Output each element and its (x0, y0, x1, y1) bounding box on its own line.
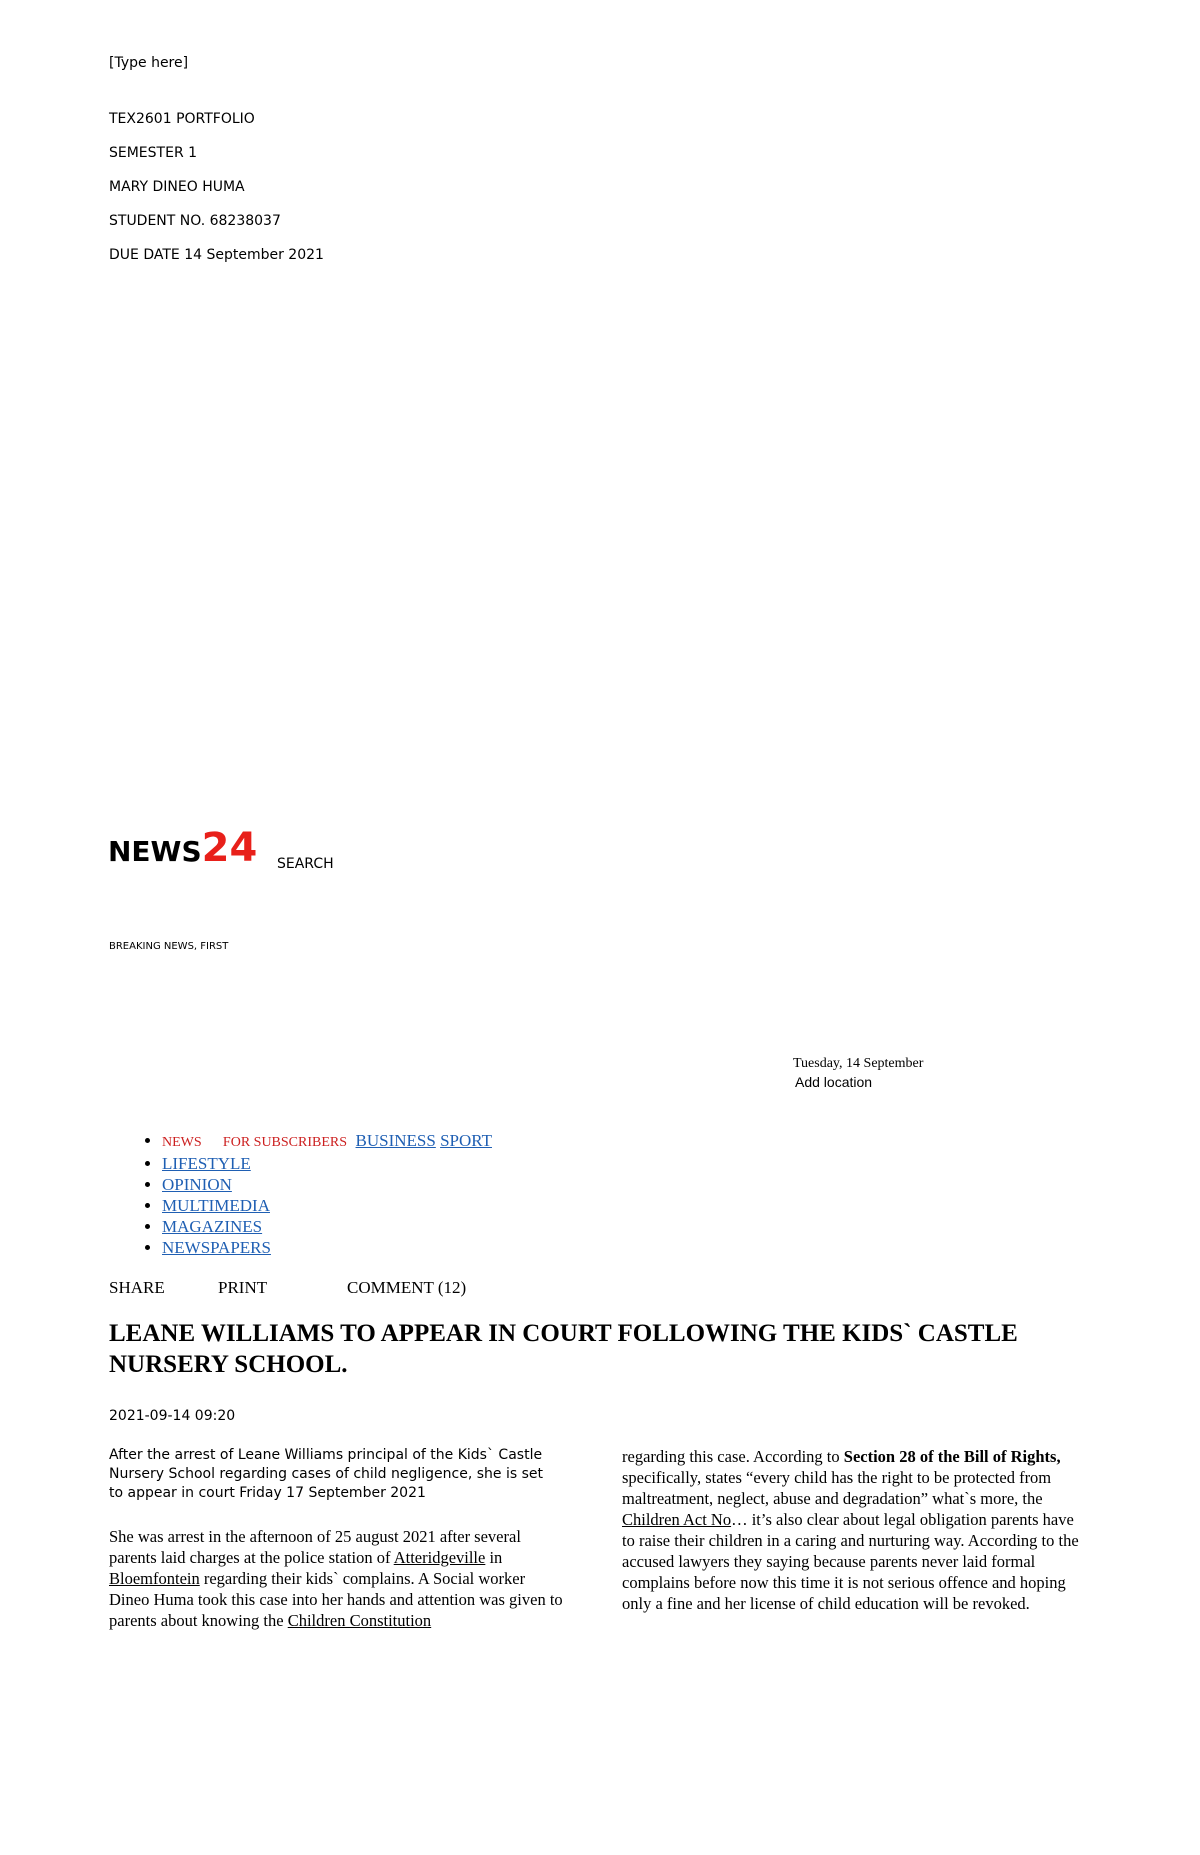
nav-multimedia[interactable]: MULTIMEDIA (162, 1196, 270, 1215)
nav-lifestyle[interactable]: LIFESTYLE (162, 1154, 251, 1173)
search-link[interactable]: SEARCH (277, 856, 334, 872)
comment-button[interactable]: COMMENT (12) (347, 1278, 467, 1297)
link-atteridgeville[interactable]: Atteridgeville (393, 1548, 486, 1567)
logo-text: NEWS (108, 835, 202, 868)
nav-item-lifestyle (162, 1153, 492, 1174)
paragraph-text: specifically, states “every child has the right to be protected from maltreatment, neglect, abuse and degradation” what`s more, the (622, 1468, 1052, 1508)
logo-number: 24 (201, 825, 258, 871)
article-headline: LEANE WILLIAMS TO APPEAR IN COURT FOLLOWING THE KIDS` CASTLE NURSERY SCHOOL. (109, 1320, 1018, 1378)
paragraph-text: She was arrest in the afternoon of 25 august 2021 after several parents laid charges at the police station of (109, 1527, 521, 1567)
nav-item-newspapers (162, 1237, 492, 1258)
nav-newspapers[interactable]: NEWSPAPERS (162, 1238, 271, 1257)
paragraph-text: regarding their kids` complains. A Social worker Dineo Huma took this case into her hands and attention was given to parents about knowing the (109, 1569, 563, 1630)
nav-item-opinion (162, 1174, 492, 1195)
article-column-left (109, 1526, 569, 1631)
nav-news[interactable]: NEWS (162, 1135, 202, 1150)
main-nav (140, 1130, 492, 1258)
nav-item-news (162, 1130, 492, 1153)
news24-logo[interactable] (108, 825, 257, 871)
nav-opinion[interactable]: OPINION (162, 1175, 232, 1194)
link-children-act[interactable]: Children Act No (622, 1510, 732, 1529)
article-column-right (622, 1446, 1087, 1614)
nav-item-magazines (162, 1216, 492, 1237)
share-button[interactable]: SHARE (109, 1278, 165, 1297)
link-bloemfontein[interactable]: Bloemfontein (109, 1569, 200, 1588)
current-date: Tuesday, 14 September (793, 1056, 924, 1071)
article-lead: After the arrest of Leane Williams principal of the Kids` Castle Nursery School regarding cases of child negligence, she is set to appear in court Friday 17 September 2021 (109, 1447, 544, 1501)
bill-of-rights-reference: Section 28 of the Bill of Rights, (843, 1447, 1061, 1466)
nav-sport[interactable]: SPORT (440, 1131, 492, 1150)
print-button[interactable]: PRINT (218, 1278, 268, 1297)
nav-item-multimedia (162, 1195, 492, 1216)
nav-magazines[interactable]: MAGAZINES (162, 1217, 263, 1236)
add-location-link[interactable]: Add location (795, 1074, 873, 1090)
due-date: DUE DATE 14 September 2021 (109, 247, 324, 263)
student-name: MARY DINEO HUMA (109, 179, 245, 195)
semester: SEMESTER 1 (109, 145, 198, 161)
student-number: STUDENT NO. 68238037 (109, 213, 281, 229)
course-code: TEX2601 PORTFOLIO (109, 111, 255, 127)
paragraph-text: regarding this case. According to (622, 1447, 844, 1466)
article-timestamp: 2021-09-14 09:20 (109, 1408, 236, 1424)
nav-business[interactable]: BUSINESS (355, 1131, 436, 1150)
tagline: BREAKING NEWS, FIRST (109, 941, 229, 952)
header-placeholder: [Type here] (109, 55, 189, 71)
paragraph-text: … it’s also clear about legal obligation parents have to raise their children in a caring and nurturing way. According to the accused lawyers they saying because parents never laid formal complains before now this time it is not serious offence and hoping only a fine and her license of child education will be revoked. (622, 1510, 1079, 1613)
link-children-constitution[interactable]: Children Constitution (287, 1611, 432, 1630)
paragraph-text: in (485, 1548, 503, 1567)
nav-for-subscribers[interactable]: FOR SUBSCRIBERS (222, 1135, 348, 1150)
